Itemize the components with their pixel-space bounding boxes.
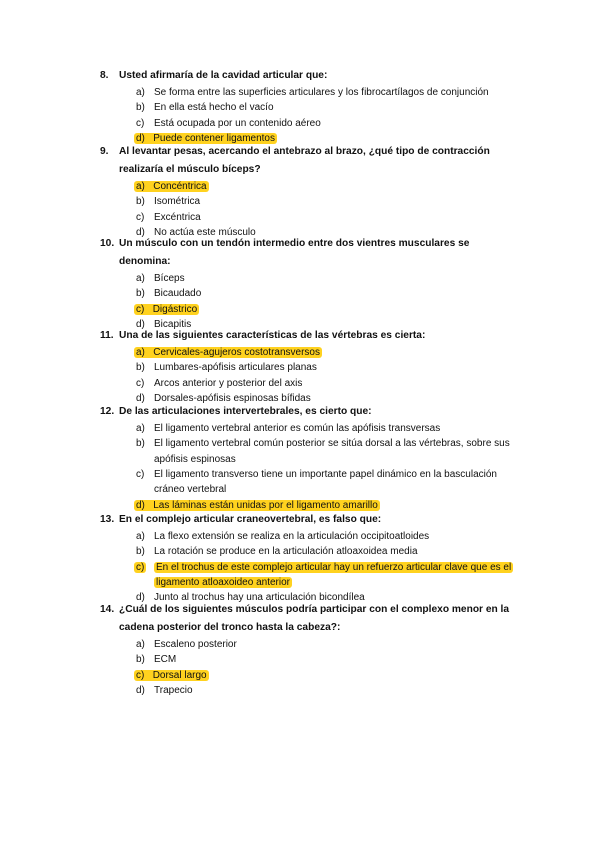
question-text: ¿Cuál de los siguientes músculos podría participar con el complexo menor en la cadena posterior del tronco hasta la cabeza?: bbox=[119, 604, 510, 633]
option-c bbox=[136, 116, 520, 131]
option-letter: c) bbox=[136, 377, 145, 389]
option-text: ECM bbox=[154, 654, 177, 666]
option-list bbox=[100, 421, 520, 514]
option-text: Junto al trochus hay una articulación bicondílea bbox=[154, 592, 365, 604]
answer-highlight bbox=[134, 304, 199, 315]
question-text: De las articulaciones intervertebrales, es cierto que: bbox=[119, 406, 372, 417]
question-13 bbox=[100, 511, 520, 605]
option-text: La rotación se produce en la articulación atloaxoidea media bbox=[154, 546, 418, 558]
option-letter: c) bbox=[136, 303, 145, 315]
option-b bbox=[136, 194, 520, 209]
question-number: 9. bbox=[100, 146, 109, 157]
option-letter: b) bbox=[136, 288, 145, 300]
option-a bbox=[136, 637, 520, 652]
option-letter: d) bbox=[136, 500, 145, 512]
option-text: Bíceps bbox=[154, 273, 185, 284]
option-text: Cervicales-agujeros costotransversos bbox=[153, 347, 320, 358]
question-12 bbox=[100, 403, 520, 514]
option-a bbox=[136, 421, 520, 436]
option-text: Dorsal largo bbox=[152, 669, 207, 681]
question-text: Un músculo con un tendón intermedio entre dos vientres musculares se denomina: bbox=[119, 238, 470, 267]
question-8 bbox=[100, 67, 520, 146]
option-text: Escaleno posterior bbox=[154, 639, 237, 650]
option-letter: a) bbox=[136, 347, 145, 358]
option-list bbox=[100, 85, 520, 146]
option-text: Trapecio bbox=[154, 684, 193, 696]
option-text: Puede contener ligamentos bbox=[153, 132, 275, 144]
option-text: Bicaudado bbox=[154, 288, 202, 300]
option-letter: c) bbox=[136, 211, 145, 223]
question-text: Usted afirmaría de la cavidad articular que: bbox=[119, 70, 328, 81]
option-list bbox=[100, 529, 520, 605]
option-letter bbox=[136, 560, 154, 575]
option-text: Excéntrica bbox=[154, 211, 201, 223]
option-text: El ligamento transverso tiene un importante papel dinámico en la basculación cráneo vertebral bbox=[154, 468, 497, 496]
question-number: 14. bbox=[100, 604, 115, 615]
option-letter: d) bbox=[136, 592, 145, 604]
question-10 bbox=[100, 235, 520, 332]
option-list bbox=[100, 637, 520, 698]
option-c bbox=[136, 210, 520, 225]
option-letter: a) bbox=[136, 273, 145, 284]
option-b bbox=[136, 652, 520, 667]
option-text: En ella está hecho el vacío bbox=[154, 102, 274, 114]
question-11 bbox=[100, 327, 520, 406]
option-c-highlighted bbox=[136, 302, 520, 317]
option-letter: b) bbox=[136, 102, 145, 114]
option-text: Dorsales-apófisis espinosas bífidas bbox=[154, 392, 311, 404]
answer-highlight bbox=[134, 500, 380, 511]
option-letter: d) bbox=[136, 318, 145, 330]
question-text: Una de las siguientes características de las vértebras es cierta: bbox=[119, 330, 426, 341]
option-text: Digástrico bbox=[152, 303, 198, 315]
option-a bbox=[136, 85, 520, 100]
option-text: Bicapitis bbox=[154, 318, 192, 330]
option-letter: d) bbox=[136, 132, 145, 144]
option-letter: d) bbox=[136, 392, 145, 404]
question-number: 10. bbox=[100, 238, 115, 249]
option-c-highlighted bbox=[136, 668, 520, 683]
question-number: 8. bbox=[100, 70, 109, 81]
option-b bbox=[136, 544, 520, 559]
question-14 bbox=[100, 601, 520, 698]
option-c bbox=[136, 376, 520, 391]
option-list bbox=[100, 179, 520, 240]
option-text: Isométrica bbox=[154, 196, 201, 208]
option-d bbox=[136, 683, 520, 698]
option-text bbox=[154, 560, 520, 591]
option-b bbox=[136, 360, 520, 375]
option-a bbox=[136, 271, 520, 286]
option-letter: b) bbox=[136, 546, 145, 558]
answer-highlight: En el trochus de este complejo articular hay un refuerzo articular clave que es el ligamento atloaxoideo anterior bbox=[156, 561, 512, 588]
option-text: No actúa este músculo bbox=[154, 226, 256, 238]
question-number: 11. bbox=[100, 330, 114, 341]
option-letter: b) bbox=[136, 196, 145, 208]
option-text: Las láminas están unidas por el ligamento amarillo bbox=[153, 500, 378, 512]
option-letter: d) bbox=[136, 226, 145, 238]
option-text: La flexo extensión se realiza en la articulación occipitoatloides bbox=[154, 531, 430, 542]
option-a-highlighted bbox=[136, 179, 520, 194]
option-text: Se forma entre las superficies articulares y los fibrocartílagos de conjunción bbox=[154, 87, 489, 98]
option-list bbox=[100, 271, 520, 332]
option-letter: b) bbox=[136, 362, 145, 374]
question-9 bbox=[100, 143, 520, 240]
option-text: Arcos anterior y posterior del axis bbox=[154, 377, 303, 389]
option-letter: c) bbox=[136, 669, 145, 681]
answer-highlight bbox=[134, 181, 209, 192]
option-list bbox=[100, 345, 520, 406]
option-c bbox=[136, 467, 520, 498]
option-letter: a) bbox=[136, 639, 145, 650]
option-letter: c) bbox=[136, 117, 145, 129]
option-text: El ligamento vertebral común posterior se sitúa dorsal a las vértebras, sobre sus apófisis espinosas bbox=[154, 438, 510, 465]
option-text: Está ocupada por un contenido aéreo bbox=[154, 117, 321, 129]
option-letter: a) bbox=[136, 87, 145, 98]
option-c-highlighted bbox=[136, 560, 520, 591]
option-letter: a) bbox=[136, 531, 145, 542]
option-b bbox=[136, 100, 520, 115]
answer-highlight bbox=[134, 347, 322, 358]
option-letter: a) bbox=[136, 181, 145, 192]
answer-highlight-letter: c) bbox=[136, 561, 145, 573]
option-letter: b) bbox=[136, 438, 145, 450]
option-a-highlighted bbox=[136, 345, 520, 360]
option-b bbox=[136, 286, 520, 301]
option-letter: a) bbox=[136, 423, 145, 434]
question-text: Al levantar pesas, acercando el antebrazo al brazo, ¿qué tipo de contracción realizaría el músculo bíceps? bbox=[119, 146, 490, 175]
option-text: El ligamento vertebral anterior es común las apófisis transversas bbox=[154, 423, 441, 434]
option-a bbox=[136, 529, 520, 544]
question-text: En el complejo articular craneovertebral, es falso que: bbox=[119, 514, 382, 525]
option-text: Lumbares-apófisis articulares planas bbox=[154, 362, 317, 374]
option-letter: b) bbox=[136, 654, 145, 666]
option-b bbox=[136, 436, 520, 467]
answer-highlight bbox=[134, 670, 209, 681]
option-text: Concéntrica bbox=[153, 181, 207, 192]
question-number: 12. bbox=[100, 406, 115, 417]
question-number: 13. bbox=[100, 514, 115, 525]
option-letter: c) bbox=[136, 468, 145, 480]
option-letter: d) bbox=[136, 684, 145, 696]
